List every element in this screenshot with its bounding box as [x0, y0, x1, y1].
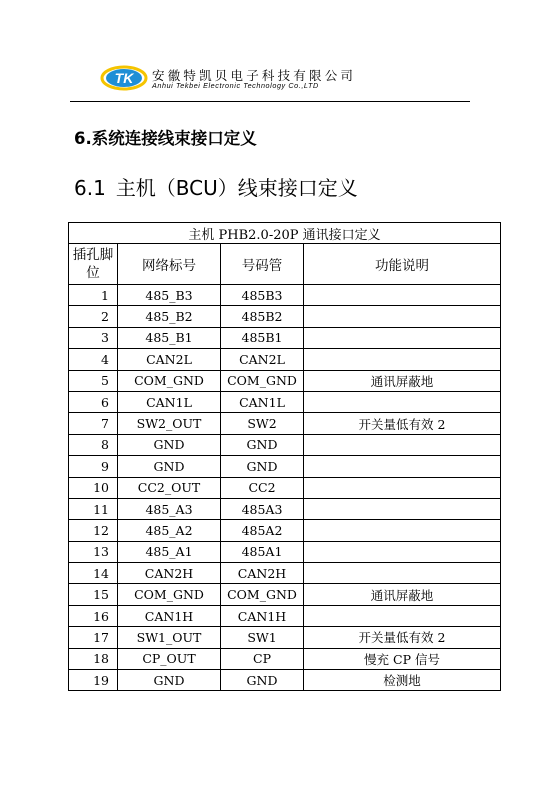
cell-desc	[304, 391, 501, 412]
cell-tube: GND	[221, 456, 304, 477]
cell-tube: CAN2H	[221, 563, 304, 584]
cell-net: 485_A1	[118, 541, 221, 562]
cell-net: 485_A3	[118, 498, 221, 519]
column-header-pin: 插孔脚位	[69, 244, 118, 285]
table-row	[69, 670, 501, 691]
cell-desc	[304, 306, 501, 327]
header-divider	[70, 101, 470, 102]
cell-net: CC2_OUT	[118, 477, 221, 498]
cell-pin: 15	[69, 584, 118, 605]
cell-desc	[304, 349, 501, 370]
cell-tube: CAN1H	[221, 605, 304, 626]
cell-pin: 1	[69, 285, 118, 306]
cell-desc	[304, 520, 501, 541]
cell-desc	[304, 498, 501, 519]
column-header-desc: 功能说明	[304, 244, 501, 285]
cell-tube: CAN1L	[221, 391, 304, 412]
cell-net: COM_GND	[118, 584, 221, 605]
cell-net: CP_OUT	[118, 648, 221, 669]
cell-net: 485_A2	[118, 520, 221, 541]
table-row	[69, 563, 501, 584]
cell-pin: 6	[69, 391, 118, 412]
company-name-cn: 安徽特凯贝电子科技有限公司	[152, 68, 357, 83]
cell-desc	[304, 434, 501, 455]
cell-desc: 检测地	[304, 670, 501, 691]
cell-pin: 17	[69, 627, 118, 648]
cell-tube: CC2	[221, 477, 304, 498]
cell-tube: CP	[221, 648, 304, 669]
cell-desc	[304, 605, 501, 626]
column-header-tube: 号码管	[221, 244, 304, 285]
company-logo	[100, 64, 148, 92]
cell-desc: 通讯屏蔽地	[304, 584, 501, 605]
table-row	[69, 413, 501, 434]
cell-net: GND	[118, 456, 221, 477]
table-row	[69, 285, 501, 306]
cell-pin: 12	[69, 520, 118, 541]
page-header	[100, 64, 400, 94]
cell-tube: GND	[221, 434, 304, 455]
cell-pin: 19	[69, 670, 118, 691]
cell-net: 485_B1	[118, 327, 221, 348]
cell-pin: 4	[69, 349, 118, 370]
cell-desc	[304, 541, 501, 562]
cell-tube: CAN2L	[221, 349, 304, 370]
cell-desc: 开关量低有效 2	[304, 627, 501, 648]
cell-desc	[304, 563, 501, 584]
cell-desc: 慢充 CP 信号	[304, 648, 501, 669]
table-row	[69, 541, 501, 562]
cell-pin: 16	[69, 605, 118, 626]
cell-tube: GND	[221, 670, 304, 691]
table-row	[69, 306, 501, 327]
cell-desc	[304, 477, 501, 498]
table-row	[69, 370, 501, 391]
interface-definition-table	[68, 222, 501, 691]
cell-net: SW2_OUT	[118, 413, 221, 434]
cell-pin: 8	[69, 434, 118, 455]
table-row	[69, 349, 501, 370]
cell-net: CAN1L	[118, 391, 221, 412]
table-row	[69, 391, 501, 412]
table-row	[69, 456, 501, 477]
cell-desc: 开关量低有效 2	[304, 413, 501, 434]
subsection-number: 6.1	[74, 176, 106, 200]
cell-net: CAN2L	[118, 349, 221, 370]
table-row	[69, 627, 501, 648]
cell-desc	[304, 285, 501, 306]
cell-net: GND	[118, 670, 221, 691]
cell-pin: 9	[69, 456, 118, 477]
cell-net: SW1_OUT	[118, 627, 221, 648]
cell-net: 485_B3	[118, 285, 221, 306]
cell-pin: 11	[69, 498, 118, 519]
cell-pin: 18	[69, 648, 118, 669]
cell-net: COM_GND	[118, 370, 221, 391]
cell-tube: SW2	[221, 413, 304, 434]
table-title: 主机 PHB2.0-20P 通讯接口定义	[69, 223, 501, 244]
table-row	[69, 605, 501, 626]
cell-tube: COM_GND	[221, 584, 304, 605]
cell-net: 485_B2	[118, 306, 221, 327]
column-header-net: 网络标号	[118, 244, 221, 285]
table-row	[69, 520, 501, 541]
company-name-en: Anhui Tekbei Electronic Technology Co.,LTD	[152, 81, 319, 90]
subsection-heading	[74, 172, 358, 201]
cell-tube: 485A1	[221, 541, 304, 562]
table-row	[69, 584, 501, 605]
cell-pin: 5	[69, 370, 118, 391]
cell-desc: 通讯屏蔽地	[304, 370, 501, 391]
cell-tube: SW1	[221, 627, 304, 648]
cell-net: CAN1H	[118, 605, 221, 626]
cell-tube: 485B3	[221, 285, 304, 306]
subsection-title: 主机（BCU）线束接口定义	[115, 176, 358, 200]
table-row	[69, 434, 501, 455]
table-row	[69, 648, 501, 669]
cell-tube: 485B1	[221, 327, 304, 348]
cell-tube: 485A3	[221, 498, 304, 519]
cell-desc	[304, 327, 501, 348]
cell-pin: 10	[69, 477, 118, 498]
cell-net: CAN2H	[118, 563, 221, 584]
table-row	[69, 498, 501, 519]
cell-desc	[304, 456, 501, 477]
table-row	[69, 477, 501, 498]
cell-tube: 485A2	[221, 520, 304, 541]
cell-pin: 3	[69, 327, 118, 348]
logo-text: TK	[114, 70, 134, 86]
cell-pin: 7	[69, 413, 118, 434]
table-header-row	[69, 244, 501, 285]
cell-pin: 2	[69, 306, 118, 327]
cell-tube: 485B2	[221, 306, 304, 327]
cell-tube: COM_GND	[221, 370, 304, 391]
cell-net: GND	[118, 434, 221, 455]
table-row	[69, 327, 501, 348]
cell-pin: 14	[69, 563, 118, 584]
cell-pin: 13	[69, 541, 118, 562]
table-title-row	[69, 223, 501, 244]
section-heading: 6.系统连接线束接口定义	[74, 129, 257, 148]
